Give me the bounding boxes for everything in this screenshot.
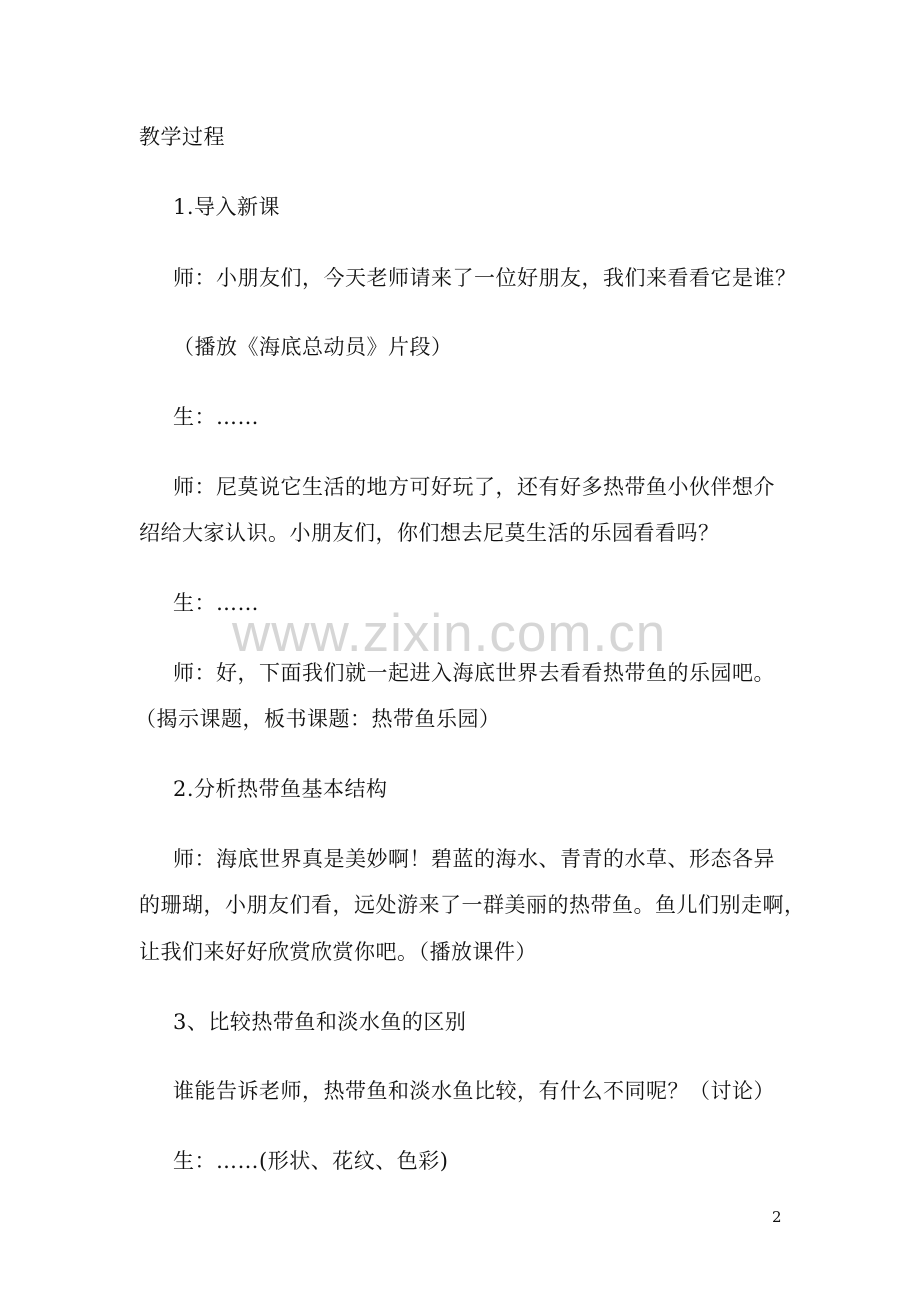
step1-heading: 1.导入新课 [173,195,281,219]
paragraph-nemo-line2: 绍给大家认识。小朋友们，你们想去尼莫生活的乐园看看吗？ [139,521,720,545]
page-number: 2 [772,1208,782,1226]
paragraph-enter-world-line1: 师：好，下面我们就一起进入海底世界去看看热带鱼的乐园吧。 [173,661,775,685]
paragraph-nemo-line1: 师：尼莫说它生活的地方可好玩了，还有好多热带鱼小伙伴想介 [173,475,775,499]
paragraph-play-clip: （播放《海底总动员》片段） [173,335,453,359]
paragraph-ocean-line1: 师：海底世界真是美妙啊！碧蓝的海水、青青的水草、形态各异 [173,847,775,871]
watermark-text: www.zixin.com.cn [232,604,667,663]
step3-heading: 3、比较热带鱼和淡水鱼的区别 [173,1010,467,1034]
paragraph-student-reply-1: 生：…… [173,405,259,429]
paragraph-enter-world-line2: （揭示课题，板书课题：热带鱼乐园） [135,707,501,731]
paragraph-teacher-intro: 师：小朋友们，今天老师请来了一位好朋友，我们来看看它是谁？ [173,266,797,290]
section-title: 教学过程 [139,125,225,149]
paragraph-ocean-line2: 的珊瑚，小朋友们看，远处游来了一群美丽的热带鱼。鱼儿们别走啊， [139,893,806,917]
paragraph-student-reply-3: 生：……(形状、花纹、色彩) [173,1149,449,1173]
step2-heading: 2.分析热带鱼基本结构 [173,777,388,801]
paragraph-student-reply-2: 生：…… [173,591,259,615]
paragraph-compare-question: 谁能告诉老师，热带鱼和淡水鱼比较，有什么不同呢？（讨论） [173,1079,775,1103]
paragraph-ocean-line3: 让我们来好好欣赏欣赏你吧。（播放课件） [139,940,537,964]
